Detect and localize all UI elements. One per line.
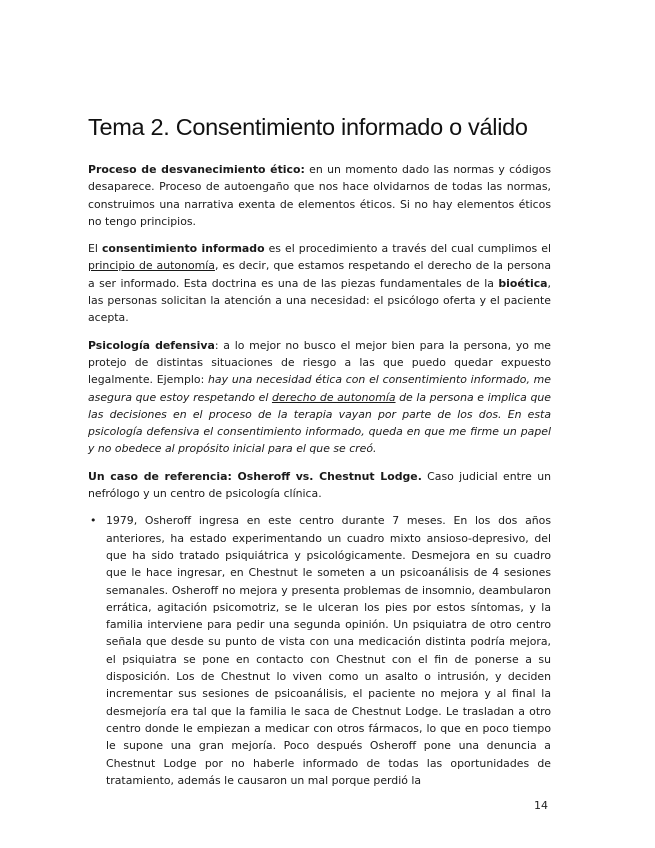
consentimiento-text-2: es el procedimiento a través del cual cumplimos el [264,242,551,256]
defensiva-example-1: hay una necesidad ética con el consentimiento informado, me asegura que estoy respetando el [88,373,551,404]
term-bioetica: bioética [498,276,548,290]
list-item [88,512,551,789]
defensiva-example-2: de la persona e implica que las decisiones en el proceso de la terapia vayan por parte de los dos. En esta psicología defensiva el consentimiento informado, queda en que me firme un papel y no obedece al propósito inicial para el que se creó. [88,390,551,456]
caso-text: Caso judicial entre un nefrólogo y un centro de psicología clínica. [88,469,551,501]
link-derecho-autonomia[interactable]: derecho de autonomía [271,390,396,404]
page-title: Tema 2. Consentimiento informado o válido [88,114,528,140]
bullet-list [88,512,551,789]
consentimiento-text-4: , las personas solicitan la atención a una necesidad: el psicólogo oferta y el paciente acepta. [88,276,551,325]
desvanecimiento-text: en un momento dado las normas y códigos desaparece. Proceso de autoengaño que nos hace olvidarnos de todas las normas, construimos una narrativa exenta de elementos éticos. Si no hay elementos éticos no tengo principios. [88,163,551,228]
document-page [88,112,551,789]
paragraph-consentimiento [88,240,551,326]
term-desvanecimiento: Proceso de desvanecimiento ético: [88,163,305,176]
term-psicologia-defensiva: Psicología defensiva [88,338,215,352]
link-principio-autonomia[interactable]: principio de autonomía [88,259,215,273]
term-caso-referencia: Un caso de referencia: Osheroff vs. Chestnut Lodge. [88,469,422,483]
paragraph-psicologia-defensiva [88,337,551,458]
term-consentimiento: consentimiento informado [101,242,265,256]
page-number: 14 [534,799,548,812]
defensiva-text-1: : a lo mejor no busco el mejor bien para la persona, yo me protejo de distintas situaciones de riesgo a las que puedo quedar expuesto legalmente. Ejemplo: [88,338,551,387]
paragraph-caso-referencia [88,468,551,503]
paragraph-desvanecimiento [88,161,551,230]
bullet-icon: • [90,514,97,528]
consentimiento-text-1: El [88,242,102,256]
list-item-text: 1979, Osheroff ingresa en este centro durante 7 meses. En los dos años anteriores, ha estado experimentando un cuadro mixto ansioso-depresivo, del que ha sido tratado psiquiátrica y psicológicamente. Desmejora en su cuadro que le hace ingresar, en Chestnut le someten a un psicoanálisis de 4 sesiones semanales. Osheroff no mejora y presenta problemas de insomnio, deambularon errática, agitación psicomotriz, se le ulceran los pies por estos síntomas, y la familia interviene para pedir una segunda opinión. Un psiquiatra de otro centro señala que desde su punto de vista con una medicación distinta podría mejora, el psiquiatra se pone en contacto con Chestnut con el fin de ponerse a su disposición. Los de Chestnut lo viven como un asalto o intrusión, y deciden incrementar sus sesiones de psicoanálisis, el paciente no mejora y al final la desmejoría era tal que la familia le saca de Chestnut Lodge. Le trasladan a otro centro donde le empiezan a medicar con otros fármacos, lo que en poco tiempo le supone una gran mejoría. Poco después Osheroff pone una denuncia a Chestnut Lodge por no haberle informado de todas las oportunidades de tratamiento, además le causaron un mal porque perdió la [106,514,551,787]
consentimiento-text-3: , es decir, que estamos respetando el derecho de la persona a ser informado. Esta doctrina es una de las piezas fundamentales de la [88,259,551,290]
